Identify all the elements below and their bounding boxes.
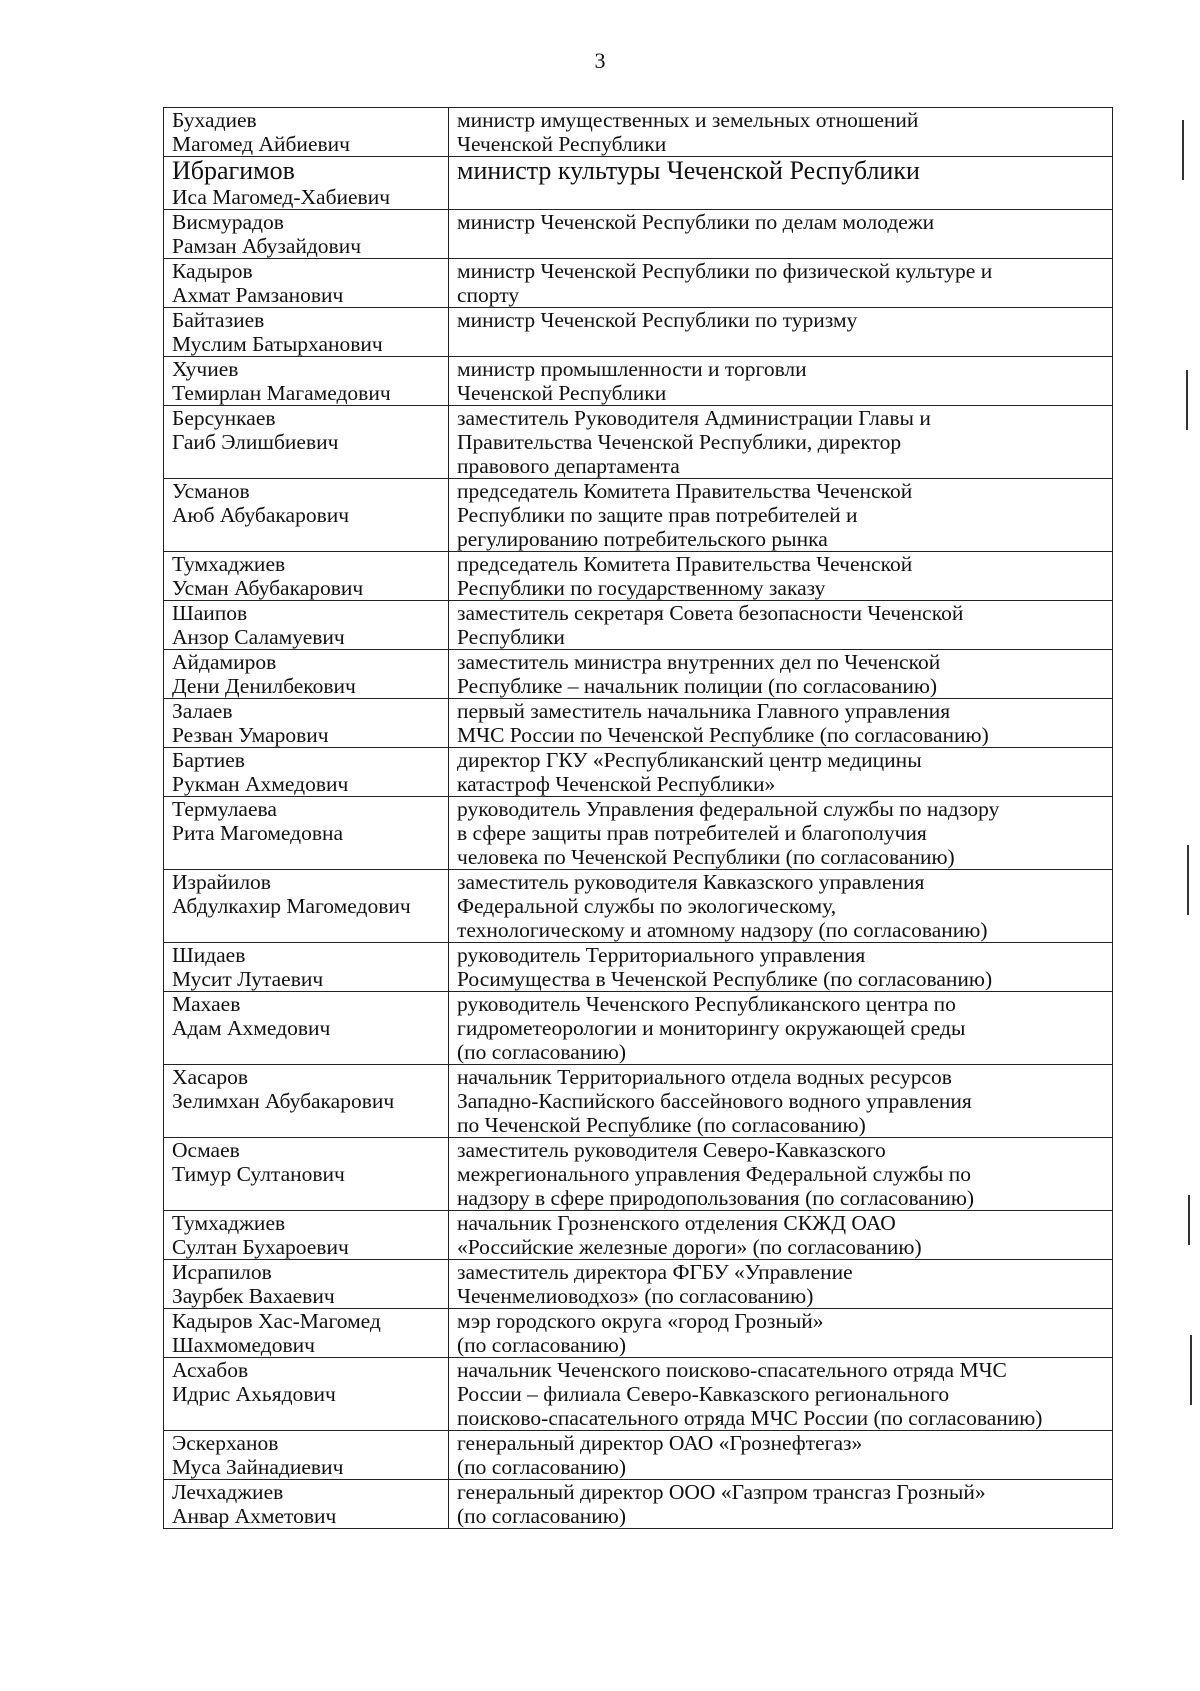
table-row: [164, 1480, 1113, 1529]
member-position-cell: [449, 1431, 1113, 1480]
table-row: [164, 992, 1113, 1065]
member-surname: Ибрагимов: [172, 156, 295, 185]
member-position-cell: [449, 699, 1113, 748]
table-row: [164, 797, 1113, 870]
position-text-line: России – филиала Северо-Кавказского регионального: [457, 1382, 950, 1406]
member-given-names: Адам Ахмедович: [172, 1016, 331, 1040]
position-text-line: директор ГКУ «Республиканский центр медицины: [457, 748, 922, 772]
member-surname: Шидаев: [172, 943, 246, 967]
members-table: [163, 107, 1113, 1529]
member-name-cell: [164, 1065, 449, 1138]
position-text-line: по Чеченской Республике (по согласованию): [457, 1113, 866, 1137]
position-text-line: Федеральной службы по экологическому,: [457, 894, 837, 918]
table-row: [164, 259, 1113, 308]
position-text-line: начальник Чеченского поисково-спасательного отряда МЧС: [457, 1358, 1007, 1382]
member-position-cell: [449, 748, 1113, 797]
member-position-cell: [449, 992, 1113, 1065]
member-name-cell: [164, 406, 449, 479]
member-given-names: Ахмат Рамзанович: [172, 283, 344, 307]
member-given-names: Муса Зайнадиевич: [172, 1455, 344, 1479]
scan-margin-mark: [1190, 1335, 1192, 1405]
member-name-cell: [164, 748, 449, 797]
position-text-line: заместитель директора ФГБУ «Управление: [457, 1260, 853, 1284]
page-number: 3: [594, 48, 606, 73]
table-row: [164, 210, 1113, 259]
position-text-line: Чеченской Республики: [457, 381, 667, 405]
member-name-cell: [164, 308, 449, 357]
member-position-cell: [449, 108, 1113, 157]
member-surname: Усманов: [172, 479, 250, 503]
member-surname: Лечхаджиев: [172, 1480, 284, 1504]
member-position-cell: [449, 870, 1113, 943]
table-row: [164, 1211, 1113, 1260]
position-text-line: Западно-Каспийского бассейнового водного управления: [457, 1089, 972, 1113]
member-name-cell: [164, 870, 449, 943]
position-text-line: заместитель руководителя Северо-Кавказского: [457, 1138, 886, 1162]
member-surname: Кадыров: [172, 259, 253, 283]
member-surname: Израйилов: [172, 870, 271, 894]
member-position-cell: [449, 357, 1113, 406]
member-given-names: Рита Магомедовна: [172, 821, 344, 845]
position-text-line: Правительства Чеченской Республики, директор: [457, 430, 902, 454]
position-text-line: руководитель Управления федеральной службы по надзору: [457, 797, 1000, 821]
member-name-cell: [164, 797, 449, 870]
position-text-line: регулированию потребительского рынка: [457, 527, 828, 551]
position-text-line: Республике – начальник полиции (по согласованию): [457, 674, 938, 698]
position-text-line: надзору в сфере природопользования (по согласованию): [457, 1186, 975, 1210]
member-surname: Хучиев: [172, 357, 239, 381]
member-surname: Бартиев: [172, 748, 245, 772]
table-row: [164, 650, 1113, 699]
table-row: [164, 1138, 1113, 1211]
scan-margin-mark: [1187, 845, 1189, 915]
member-position-cell: [449, 1309, 1113, 1358]
member-position-cell: [449, 1480, 1113, 1529]
position-text-line: МЧС России по Чеченской Республике (по согласованию): [457, 723, 989, 747]
member-name-cell: [164, 943, 449, 992]
position-text-line: Чеченмелиоводхоз» (по согласованию): [457, 1284, 814, 1308]
table-row: [164, 1309, 1113, 1358]
member-position-cell: [449, 479, 1113, 552]
member-name-cell: [164, 992, 449, 1065]
member-name-cell: [164, 259, 449, 308]
member-surname: Залаев: [172, 699, 233, 723]
member-given-names: Анвар Ахметович: [172, 1504, 337, 1528]
table-row: [164, 357, 1113, 406]
member-surname: Асхабов: [172, 1358, 249, 1382]
table-row: [164, 601, 1113, 650]
position-text-line: технологическому и атомному надзору (по согласованию): [457, 918, 988, 942]
member-surname: Айдамиров: [172, 650, 277, 674]
position-text-line: заместитель Руководителя Администрации Главы и: [457, 406, 931, 430]
member-given-names: Магомед Айбиевич: [172, 132, 350, 156]
table-row: [164, 552, 1113, 601]
position-text-line: министр имущественных и земельных отношений: [457, 108, 919, 132]
scan-margin-mark: [1182, 120, 1184, 180]
member-name-cell: [164, 479, 449, 552]
member-given-names: Муслим Батырханович: [172, 332, 383, 356]
member-position-cell: [449, 1260, 1113, 1309]
position-text-line: руководитель Территориального управления: [457, 943, 866, 967]
position-text-line: министр культуры Чеченской Республики: [457, 156, 920, 185]
member-given-names: Идрис Ахьядович: [172, 1382, 336, 1406]
member-surname: Шаипов: [172, 601, 248, 625]
members-table-body: [164, 108, 1113, 1529]
member-name-cell: [164, 108, 449, 157]
member-position-cell: [449, 797, 1113, 870]
member-position-cell: [449, 210, 1113, 259]
member-surname: Кадыров Хас-Магомед: [172, 1309, 381, 1333]
member-given-names: Шахмомедович: [172, 1333, 315, 1357]
member-given-names: Гаиб Элишбиевич: [172, 430, 339, 454]
position-text-line: в сфере защиты прав потребителей и благополучия: [457, 821, 927, 845]
member-name-cell: [164, 650, 449, 699]
table-row: [164, 699, 1113, 748]
member-surname: Осмаев: [172, 1138, 240, 1162]
position-text-line: правового департамента: [457, 454, 680, 478]
position-text-line: Росимущества в Чеченской Республике (по согласованию): [457, 967, 993, 991]
position-text-line: заместитель руководителя Кавказского управления: [457, 870, 925, 894]
position-text-line: руководитель Чеченского Республиканского центра по: [457, 992, 956, 1016]
member-given-names: Заурбек Вахаевич: [172, 1284, 335, 1308]
member-position-cell: [449, 157, 1113, 210]
member-given-names: Зелимхан Абубакарович: [172, 1089, 395, 1113]
member-given-names: Рукман Ахмедович: [172, 772, 349, 796]
member-surname: Берсункаев: [172, 406, 276, 430]
position-text-line: начальник Территориального отдела водных ресурсов: [457, 1065, 952, 1089]
member-given-names: Тимур Султанович: [172, 1162, 345, 1186]
position-text-line: (по согласованию): [457, 1040, 627, 1064]
member-given-names: Анзор Саламуевич: [172, 625, 345, 649]
position-text-line: поисково-спасательного отряда МЧС России (по согласованию): [457, 1406, 1043, 1430]
table-row: [164, 1260, 1113, 1309]
table-row: [164, 479, 1113, 552]
member-name-cell: [164, 1309, 449, 1358]
table-row: [164, 870, 1113, 943]
member-given-names: Абдулкахир Магомедович: [172, 894, 411, 918]
member-given-names: Султан Бухароевич: [172, 1235, 349, 1259]
position-text-line: (по согласованию): [457, 1504, 627, 1528]
member-given-names: Усман Абубакарович: [172, 576, 364, 600]
member-surname: Висмурадов: [172, 210, 284, 234]
member-position-cell: [449, 1065, 1113, 1138]
member-given-names: Иса Магомед-Хабиевич: [172, 185, 391, 209]
member-surname: Тумхаджиев: [172, 552, 286, 576]
position-text-line: председатель Комитета Правительства Чеченской: [457, 479, 913, 503]
member-given-names: Резван Умарович: [172, 723, 329, 747]
position-text-line: (по согласованию): [457, 1455, 627, 1479]
member-name-cell: [164, 1358, 449, 1431]
member-position-cell: [449, 601, 1113, 650]
position-text-line: министр Чеченской Республики по туризму: [457, 308, 858, 332]
position-text-line: заместитель секретаря Совета безопасности Чеченской: [457, 601, 964, 625]
member-given-names: Темирлан Магамедович: [172, 381, 391, 405]
member-name-cell: [164, 699, 449, 748]
member-surname: Тумхаджиев: [172, 1211, 286, 1235]
position-text-line: мэр городского округа «город Грозный»: [457, 1309, 824, 1333]
position-text-line: межрегионального управления Федеральной службы по: [457, 1162, 971, 1186]
table-row: [164, 1431, 1113, 1480]
member-name-cell: [164, 210, 449, 259]
member-name-cell: [164, 552, 449, 601]
member-name-cell: [164, 1480, 449, 1529]
member-given-names: Дени Денилбекович: [172, 674, 356, 698]
position-text-line: министр Чеченской Республики по делам молодежи: [457, 210, 935, 234]
member-name-cell: [164, 157, 449, 210]
member-name-cell: [164, 1211, 449, 1260]
table-row: [164, 1065, 1113, 1138]
position-text-line: председатель Комитета Правительства Чеченской: [457, 552, 913, 576]
position-text-line: начальник Грозненского отделения СКЖД ОАО: [457, 1211, 896, 1235]
member-name-cell: [164, 357, 449, 406]
member-surname: Байтазиев: [172, 308, 265, 332]
table-row: [164, 406, 1113, 479]
member-given-names: Рамзан Абузайдович: [172, 234, 362, 258]
scan-margin-mark: [1188, 1195, 1190, 1245]
position-text-line: первый заместитель начальника Главного управления: [457, 699, 951, 723]
member-name-cell: [164, 1431, 449, 1480]
table-row: [164, 943, 1113, 992]
scan-margin-mark: [1186, 370, 1188, 430]
table-row: [164, 748, 1113, 797]
member-given-names: Аюб Абубакарович: [172, 503, 350, 527]
position-text-line: генеральный директор ОАО «Грознефтегаз»: [457, 1431, 863, 1455]
position-text-line: министр Чеченской Республики по физической культуре и: [457, 259, 993, 283]
member-given-names: Мусит Лутаевич: [172, 967, 324, 991]
member-position-cell: [449, 1211, 1113, 1260]
member-surname: Хасаров: [172, 1065, 249, 1089]
member-surname: Исрапилов: [172, 1260, 272, 1284]
member-position-cell: [449, 650, 1113, 699]
table-row: [164, 308, 1113, 357]
position-text-line: Республики по государственному заказу: [457, 576, 826, 600]
member-position-cell: [449, 259, 1113, 308]
position-text-line: гидрометеорологии и мониторингу окружающей среды: [457, 1016, 966, 1040]
position-text-line: министр промышленности и торговли: [457, 357, 807, 381]
position-text-line: Чеченской Республики: [457, 132, 667, 156]
member-position-cell: [449, 943, 1113, 992]
position-text-line: (по согласованию): [457, 1333, 627, 1357]
position-text-line: человека по Чеченской Республики (по согласованию): [457, 845, 955, 869]
position-text-line: спорту: [457, 283, 520, 307]
member-position-cell: [449, 552, 1113, 601]
member-name-cell: [164, 1260, 449, 1309]
member-name-cell: [164, 1138, 449, 1211]
table-row: [164, 1358, 1113, 1431]
table-row: [164, 108, 1113, 157]
position-text-line: Республики по защите прав потребителей и: [457, 503, 858, 527]
position-text-line: «Российские железные дороги» (по согласованию): [457, 1235, 922, 1259]
member-surname: Махаев: [172, 992, 241, 1016]
member-position-cell: [449, 1138, 1113, 1211]
position-text-line: генеральный директор ООО «Газпром трансгаз Грозный»: [457, 1480, 986, 1504]
member-name-cell: [164, 601, 449, 650]
member-position-cell: [449, 1358, 1113, 1431]
position-text-line: заместитель министра внутренних дел по Чеченской: [457, 650, 941, 674]
position-text-line: катастроф Чеченской Республики»: [457, 772, 776, 796]
member-position-cell: [449, 406, 1113, 479]
table-row: [164, 157, 1113, 210]
member-surname: Термулаева: [172, 797, 277, 821]
member-surname: Эскерханов: [172, 1431, 279, 1455]
member-position-cell: [449, 308, 1113, 357]
position-text-line: Республики: [457, 625, 565, 649]
member-surname: Бухадиев: [172, 108, 257, 132]
